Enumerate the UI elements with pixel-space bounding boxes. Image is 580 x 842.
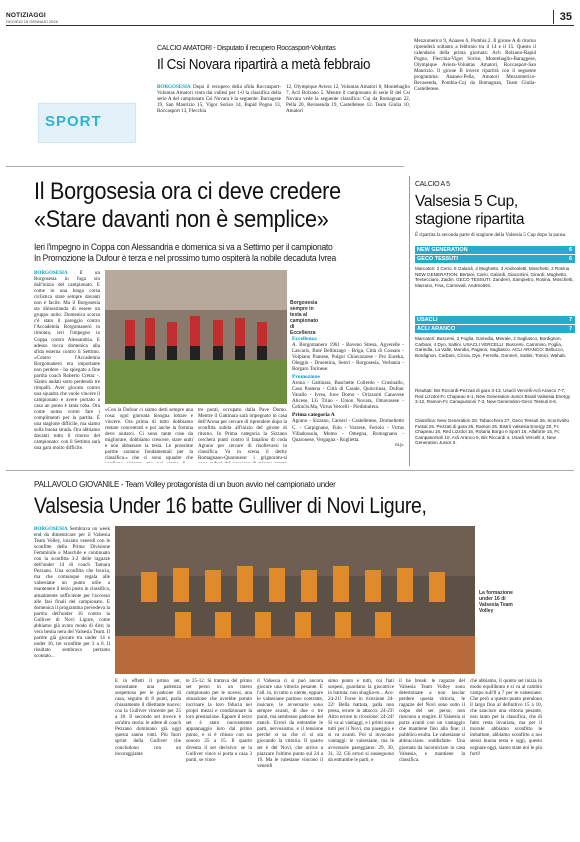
issue-date: GIOVEDÌ 15 GENNAIO 2026 — [6, 19, 58, 24]
prima-heading: Prima categoria A — [292, 412, 335, 419]
main-col-1-text: È un Borgosesia in fuga sin dall'inizio del campionato. E come in una lunga corsa ciclistica stare sempre davanti non è facile. Ma il Borgosesia sta dimostrando di essere un gruppo unito. Domenica scorsa c'è stato il pareggio contro l'Accademia Borgomanero in rimonta, ieri l'impegno in Coppa contro Alessandria. E adesso tocca domenica alla sfida esterna contro il Settimo. «Contro l'Accademia Borgomanero era importante non perdere - ha spiegato a fine partita coach Roberto Cretaz -. Siamo andati sotto perdendo tre rimpalli. Aver giocato contro una squadra che vuole vincere il campionato e avere portato a casa un punto è tanta roba. Ora come uomo vorrei fare i complimenti per la partita. È una stagione difficile, ma siamo sulla buona strada. Ora abbiamo davanti tutto il ritorno del campionato: con il Settimo sarà una gara molto difficile. — [34, 270, 100, 452]
side-kicker: CALCIO A 5 — [415, 181, 450, 188]
volley-photo-caption: La formazione under 16 di Valsesia Team Volley — [479, 590, 513, 614]
main-col-1 — [34, 270, 100, 460]
football-team-photo — [105, 270, 287, 404]
header-rule — [6, 25, 574, 26]
bottom-col-3: te 25-12. Si trattava del primo set perso in un intero campionato per le novesi, una situazione che avrebbe potuto incrinare la loro fiducia nei propri mezzi e condizionare la loro prestazione. Eppure il terzo set è stato nuovamente appannaggio loro dal primo punto, e si è chiuso con un sonoro 25 a 15. Il quarto diventa il set decisivo: se la Gulliver vince si porta a casa 3 punti, se vince — [186, 678, 252, 763]
top-title: Il Csi Novara ripartirà a metà febbraio — [157, 57, 371, 73]
top-col-1 — [157, 84, 281, 114]
side-group-3-label: USACLI — [417, 317, 438, 323]
main-col-4 — [292, 336, 404, 462]
top-col-1-kicker: BORGOSESIA — [157, 84, 191, 90]
author-sign: m.p. — [395, 442, 404, 448]
bottom-kicker-2: BORGOSESIA — [34, 526, 68, 532]
masthead: NOTIZIAGGI — [6, 12, 46, 19]
side-roster-1: Marcatori: 2 Cerio, 5 Galardi, 3 Mughetto, 3 Andreoletti, Moschetti, 2 Rosina NEW GENERATION: Bertani, Cario, Galardi, Giacomini, Girardi, Mughetto, Tentecciaro, Zaidin. GECO TESSUTI: Zanderri, Sampietro, Rosina, Moschetti, Marrano, Fina, Carnevali, Andreoletti. — [415, 266, 574, 288]
bottom-col-4: il Valsesia ci si può ancora giocare una vittoria pesante. E l'all. in, in tutto o niente, eppure le valsesiane partono contratte, insicure, le avversarie sono sempre avanti, di due o tre punti, ma sembrano padrone del match. Errori da entrambe le parti, nervosismo, e il tensione perché si sa che ci si sta giocando la vittoria. Il quarto set è del Novi, che arriva a piazzare l'ultimo punto sul 24 a 19. Ma le valesiane vincono il venerdì — [257, 678, 323, 769]
main-photo — [105, 270, 287, 404]
bottom-col-1-text: Sembrava un week end da dimenticare per il Valsesia Team Volley, iniziato venerdì con le sconfitte della Prima Divisione Femminile e Maschile e continuato con la sconfitta 3-2 delle ragazze dell'under 14 di coach Tamara Pezzano. Una sconfitta che brucia, ma che comunque regala alle valsesiane un punto utile a mantenere il terzo posto in classifica, attualmente sufficiente per l'accesso alle fasi finali del campionato. E domenica il programma prevedeva la partita dell'under 16 contro la Gulliver di Novi Ligure, come abbiamo già avuto modo di dire; la vera bestia nera del Valsesia Team. Il partite già giocate tra under 14 e under 16, tre sconfitte per 3 a 0. Il risultato sembrava pertanto scontato... — [34, 526, 110, 659]
side-group-2-value: 6 — [568, 256, 572, 262]
side-group-4-label: ACLI ARANCO — [417, 326, 456, 332]
side-group-4 — [415, 325, 575, 333]
bottom-col-5: simo punto e tutti, coi fiati sospesi, guardano la giocatrice in battuta: non sbaglia-re... Ace: 24-21! Forse in ricezione 24-22! Bella battuta, palla non presa, errore in attacco: 24-23! Altro errore in ricezione: 24-24! Si va ai vantaggi, e i primi sono tutti per il Novi, ma paseggio e si va avanti. Poi si invocano vantaggi: le valsesiane, ma le avversarie pareggiano: 29, 30, 31, 32. Gli errori si susseguono da entrambe le parti, e — [328, 678, 394, 763]
bottom-col-7: ché abbiamo, il quinto set inizia in modo equilibrato e si va al cambio campo sull'8 a 7 per le valsesiane. Che però a questo punto prendono il largo fino al definitivo 15 a 10, che sancisce una vittoria pesante, non tanto per la classifica, che di fatto resta invariata, ma per il morale: abbiamo sconfitto le imbattute, abbiamo sconfitto a noi stessi buona testa e oggi, questo sognare oggi, siamo state noi le più forti! — [470, 678, 542, 757]
top-kicker: CALCIO AMATORI - Disputato il recupero Roccasport-Voluntas — [157, 45, 336, 52]
side-results: Risultati: Bis Riccardi-Pezzati di gara 3-13, Usacli Vercelli-Acli Aranco 7-7, Red Lizzdol-Fc Chapeau 6-1, New Generation-Junior Brasil Valsesia Energy 3-12, Ramon-Fc Canapussoni 7-3, New Generation-Geco Tessuti 6-6. — [415, 388, 571, 405]
bottom-kicker: PALLAVOLO GIOVANILE - Team Volley protagonista di un buon avvio nel campionato under — [34, 480, 336, 489]
promozione-results: Arona - Gattinara, Baschette Collerdo - Crusinallo, Casa Pastena - Città di Casale, Quinctiusa, Dufour Varallo - Ivrea, Juve Domo - Orizzonti Canavese Alicese, LG Trino - Union Novara, Omavasese - CelincIs.Ma, Virtus Vercelli - Piedimulera. — [292, 380, 404, 411]
side-title: Valsesia 5 Cup, stagione ripartita — [415, 193, 525, 228]
prima-results: Agrano - Sizzano, Carneri - Castelletese, Dormelletto C. - Carpignano, Fulo - Varzese, Feriolo - Virtus Villadossola, Momo - Omegna, Romagnano - Quaronese, Vergagna - Roglietta. — [292, 418, 404, 443]
side-group-1-value: 6 — [568, 247, 572, 253]
side-roster-2: Marcatori: Buscemi, 2 Foglia, Gariedla, Mierale, 2 Sagliasco, Bordignon, Carbani, 4 Dyo, Saltini. USACLI VERCELLI: Buscemi, Cammino, Foglia, Gariedla, La Valle, Mandia, Pagano, Sagliasco. ACLI ARANCO: Bellucco, Bordignon, Carbani, Ciccia, Dyo, Ferrella, Gonneri, Saltini, Tomici, Wahab. — [415, 336, 567, 358]
side-group-1 — [415, 246, 575, 254]
volley-photo — [115, 526, 475, 674]
side-group-2 — [415, 255, 575, 263]
main-col-2: «Con la Dufour ci siamo detti sempre una cosa: ogni giornata bisogna lottare e vincere. Ora prima di tutto dobbiamo restare concentrati e poi anche la fortuna deve aiutarci. Ci sono tante cose da migliorare, dobbiamo crescere, stare uniti e non abbassare la testa. Le prossime partite saranno fondamentali per la classifica.» che ci sono squadre che — [105, 407, 193, 462]
sidebar-divider — [409, 176, 410, 466]
bottom-title: Valsesia Under 16 batte Gulliver di Novi Ligure, — [34, 493, 427, 518]
main-title-1: Il Borgosesia ora ci deve credere — [34, 178, 341, 205]
section-label: SPORT — [45, 113, 102, 130]
side-intro: È ripartita la seconda parte di stagione della Valsesia 5 Cup dopo la pausa. — [415, 232, 567, 238]
volley-team-photo — [115, 526, 475, 674]
top-col-3: Mezzomerico 9, Ananeo 6, Pombia 2. Il girone A di ritorno riprenderà soltanto a febbraio tra il 14 e il 15. Questo il calendario della prima giornata: Acli Bolzano-Rapid Pogno, Flecchia-Vigor Soriso, Montebaglio-Baraggese, Olympique Aviera-Voluntas Amatori, Roccasport-San Maurizio. Il girone B invece ripartirà con il seguente programma: Ananeo-Pella, Amatori Mezzomerico-Revasenda, Pombia-Cuj da Rumagnan, Team Giulia-Castelletese. — [414, 38, 536, 93]
section-box — [38, 103, 136, 143]
side-group-2-label: GECO TESSUTI — [417, 256, 458, 262]
main-col-3: tre punti, occupato dalla Pave Domo. Mentre il Gattinara sarà impegnato in casa dell'Arona per cercare di riprendere dopo la sconfitta subita all'inizio del girone di ritorno. In Prima categoria la Sizzano cercherà punti contro il fanalino di coda Agrano per cercare di risollevarsi in classifica. Va in scena il derby Romagnano-Quaronese: i grignoratu-si — [198, 407, 287, 462]
middle-rule — [6, 470, 574, 471]
bottom-col-6: il tie break: le ragazze del Valsesia Team Volley sono determinate a non lasciar perdere questa vittoria, le ragazze del Novi sono sotto il colpo del set perso, non riescono a reagire. Il Valsesia si porta avanti con un vantaggio che mantiene fino alla fine: il pubblico esulta. Le valsesiane si abbracciano soddisfatte. Una giornata da incorniciare in casa Valsesia, e mantiene la classifica. — [399, 678, 465, 763]
side-group-3-value: 7 — [568, 317, 572, 323]
main-sub-1: Ieri l'impegno in Coppa con Alessandria e domenica si va a Settimo per il campionato — [34, 242, 333, 252]
top-col-1-text: Dopo il recupero della sfida Roccasport-Voluntas Amatori vinta dai vallesi per 1-0 la classifica della serie A del campionato Csi Novara è la seguente: Burragese 19, San Maurizio 15, Vigor Soriso 14, Bapid Pogno 13, Roccasport 13, Flecchia — [157, 84, 281, 115]
main-title-2: «Stare davanti non è semplice» — [34, 206, 329, 233]
main-sub-2: In Promozione la Dufour è terza e nel prossimo turno ospiterà la nobile decaduta Ivrea — [34, 253, 337, 263]
bottom-col-1 — [34, 526, 110, 828]
bottom-col-2: E in effetti il primo set, nonostante una partenza sospettosa per le padrone di casa, seguito di 8 punti, parla chiaramente il dilettante nuovo: coa la Gulliver vincente per 25 a 18. Il secondo set invece è un'altra storia: le atlete di coach Pezzano dominano già oggi questa sanno vinti. Più fuori sprint della Gulliver che concludono con un incoraggiante — [115, 678, 181, 757]
main-photo-caption: Borgosesia sempre in testa al campionato di Eccellenza — [290, 300, 319, 336]
side-group-3 — [415, 316, 575, 324]
side-group-4-value: 7 — [568, 326, 572, 332]
eccellenza-heading: Eccellenza — [292, 336, 317, 342]
side-group-1-label: NEW GENERATION — [417, 247, 468, 253]
promozione-heading: Promozione — [292, 374, 321, 381]
top-col-2: 12, Olympique Aviera 12, Voluntas Amatori 8, Montebaglio 7, Acli Bolzano 5. Mentre il campionato di serie B del Csi Novara vede la seguente classifica: Cuj da Rumagnan 22, Pella 20, Revasenda 19, Castelletese 12. Team Giulia 10, Amatori — [286, 84, 410, 115]
page-number: 35 — [559, 11, 572, 23]
main-kicker: BORGOSESIA — [34, 270, 68, 276]
side-classifica: Classifica: New Generation 28, Tabacchera 27, Geco Tessuti 26, Scorrivolto Futsal 25, Pezzati di gara 25, Ramon 25, Bistrò valsesia Energy 20, Fc Chapeau 16, Red Lizzdol 16, Rotaria Borgo e Sport 16, Allaforte 15, Fc Campasorsoli 10, Acli Aranco 5, Bis Riccardi 4, Usacli Vercelli 4, New Generation Junior 0. — [415, 418, 570, 446]
top-story-rule — [6, 166, 404, 167]
eccellenza-results: A. Borgomanero 1961 - Baveno Stresa, Agyerelle - Lascaris, Bulé Bellinzago - Briga, Città di Cossato - Volpiano Pianese, Pulgor Chiavazzese - Pro Eureka, Oleggio - Druentina, Sestri - Borgosesia, Verbania - Borgaro Torinese. — [292, 342, 404, 373]
page-number-divider — [553, 10, 554, 24]
